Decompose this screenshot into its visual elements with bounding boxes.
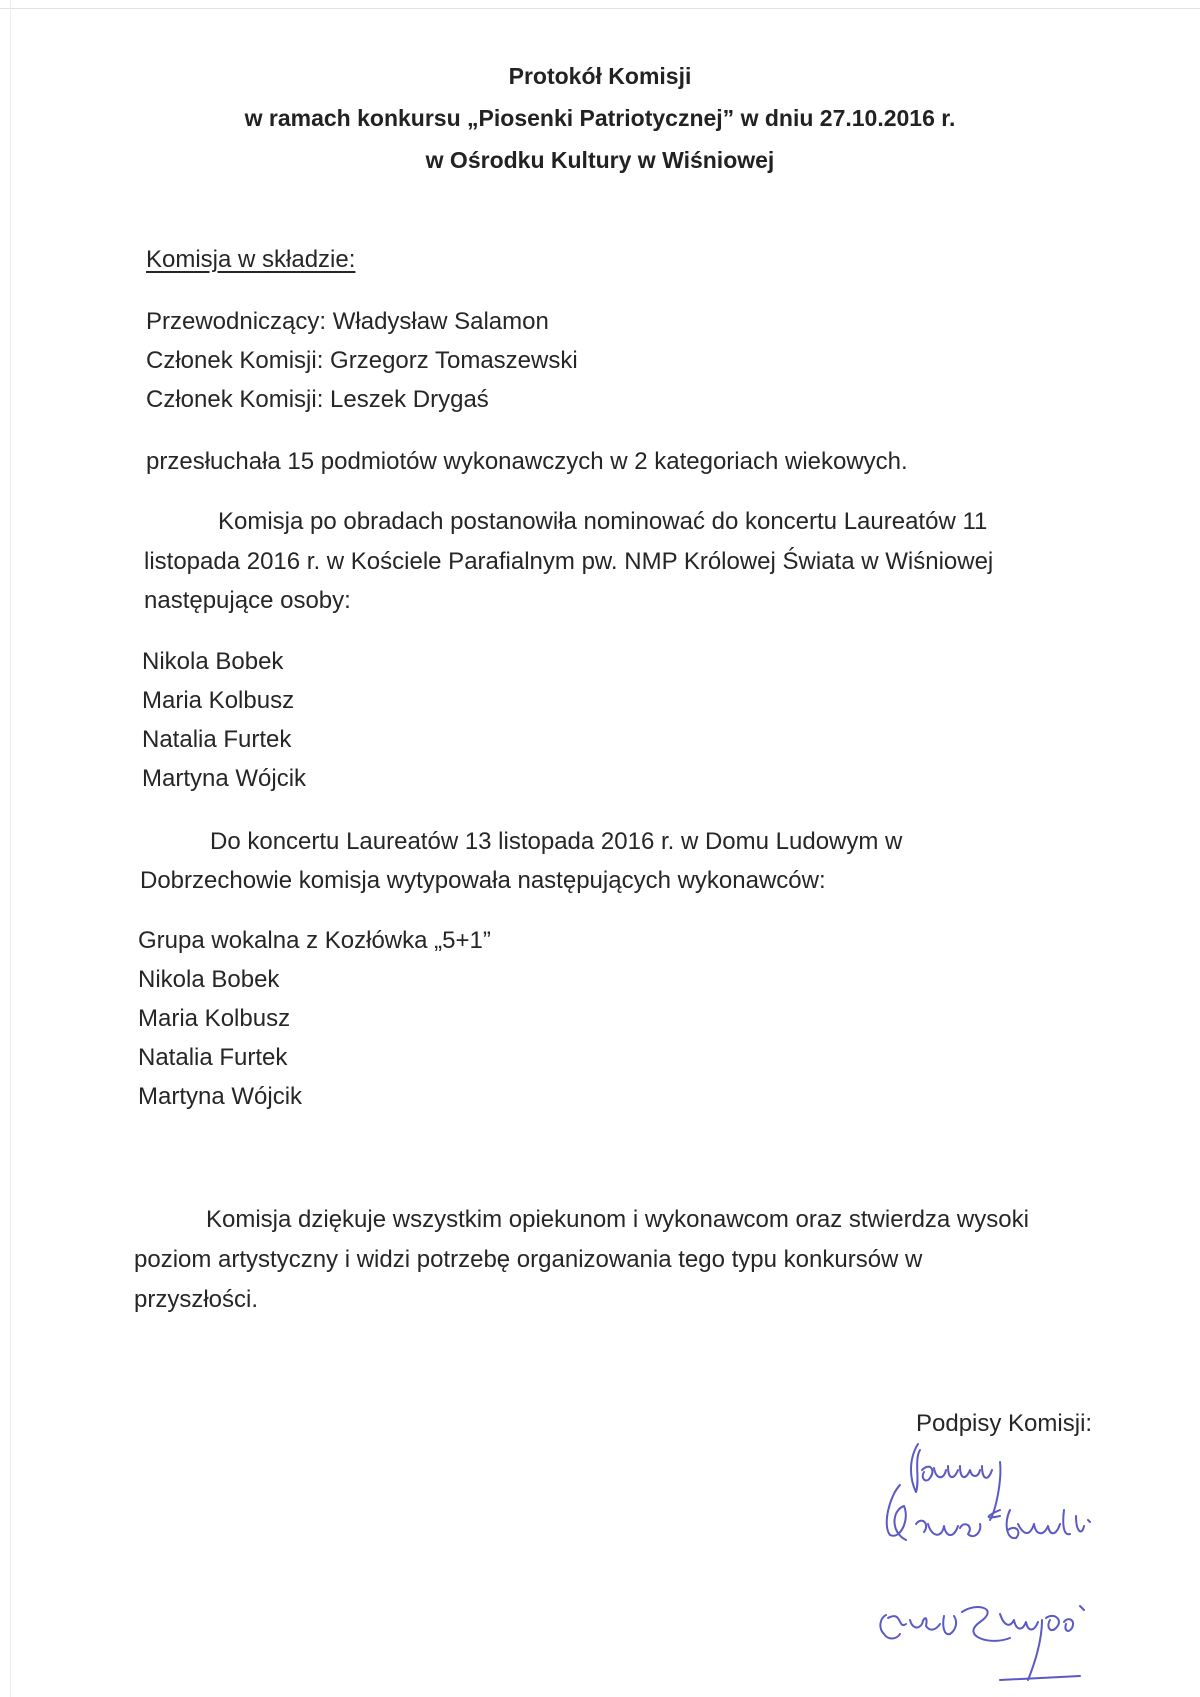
nomination1-line-1: Komisja po obradach postanowiła nominować do koncertu Laureatów 11 <box>218 508 988 535</box>
title-line-2: w ramach konkursu „Piosenki Patriotycznej” w dniu 27.10.2016 r. <box>244 105 956 131</box>
signatures-block <box>850 1440 1150 1690</box>
list-item: Maria Kolbusz <box>142 687 295 714</box>
committee-members <box>146 302 578 419</box>
nomination2-list <box>138 921 491 1116</box>
signature-tomaszewski <box>887 1485 1090 1540</box>
member-2: Członek Komisji: Leszek Drygaś <box>146 386 489 413</box>
nomination2-line-1: Do koncertu Laureatów 13 listopada 2016 r. w Domu Ludowym w <box>210 828 903 855</box>
nomination2-line-2: Dobrzechowie komisja wytypowała następujących wykonawców: <box>140 867 826 894</box>
closing-line-2: poziom artystyczny i widzi potrzebę organizowania tego typu konkursów w <box>134 1246 923 1273</box>
title-line-1: Protokół Komisji <box>508 63 692 89</box>
member-chairman: Przewodniczący: Władysław Salamon <box>146 308 549 335</box>
nomination1-line-2: listopada 2016 r. w Kościele Parafialnym pw. NMP Królowej Świata w Wiśniowej <box>144 548 994 575</box>
committee-summary: przesłuchała 15 podmiotów wykonawczych w 2 kategoriach wiekowych. <box>146 448 908 475</box>
title-line-3: w Ośrodku Kultury w Wiśniowej <box>425 147 775 173</box>
member-1: Członek Komisji: Grzegorz Tomaszewski <box>146 347 578 374</box>
signature-salamon <box>911 1444 1000 1520</box>
scan-edge-left <box>10 0 11 1697</box>
list-item: Natalia Furtek <box>142 726 292 753</box>
list-item: Nikola Bobek <box>142 648 284 675</box>
list-item: Maria Kolbusz <box>138 1005 291 1032</box>
signatures-label: Podpisy Komisji: <box>916 1410 1093 1437</box>
handwritten-signatures <box>850 1440 1150 1690</box>
nomination1-list <box>142 642 306 798</box>
scan-edge-top <box>0 8 1200 9</box>
list-item: Martyna Wójcik <box>138 1083 303 1110</box>
committee-heading: Komisja w składzie: <box>146 246 356 273</box>
list-item: Martyna Wójcik <box>142 765 307 792</box>
list-item: Nikola Bobek <box>138 966 280 993</box>
nomination1-line-3: następujące osoby: <box>144 587 351 614</box>
list-item: Natalia Furtek <box>138 1044 288 1071</box>
closing-line-3: przyszłości. <box>134 1286 259 1313</box>
signature-drygas <box>880 1606 1084 1680</box>
document-title <box>0 55 1200 181</box>
list-item: Grupa wokalna z Kozłówka „5+1” <box>138 927 491 954</box>
closing-line-1: Komisja dziękuje wszystkim opiekunom i wykonawcom oraz stwierdza wysoki <box>206 1206 1029 1233</box>
